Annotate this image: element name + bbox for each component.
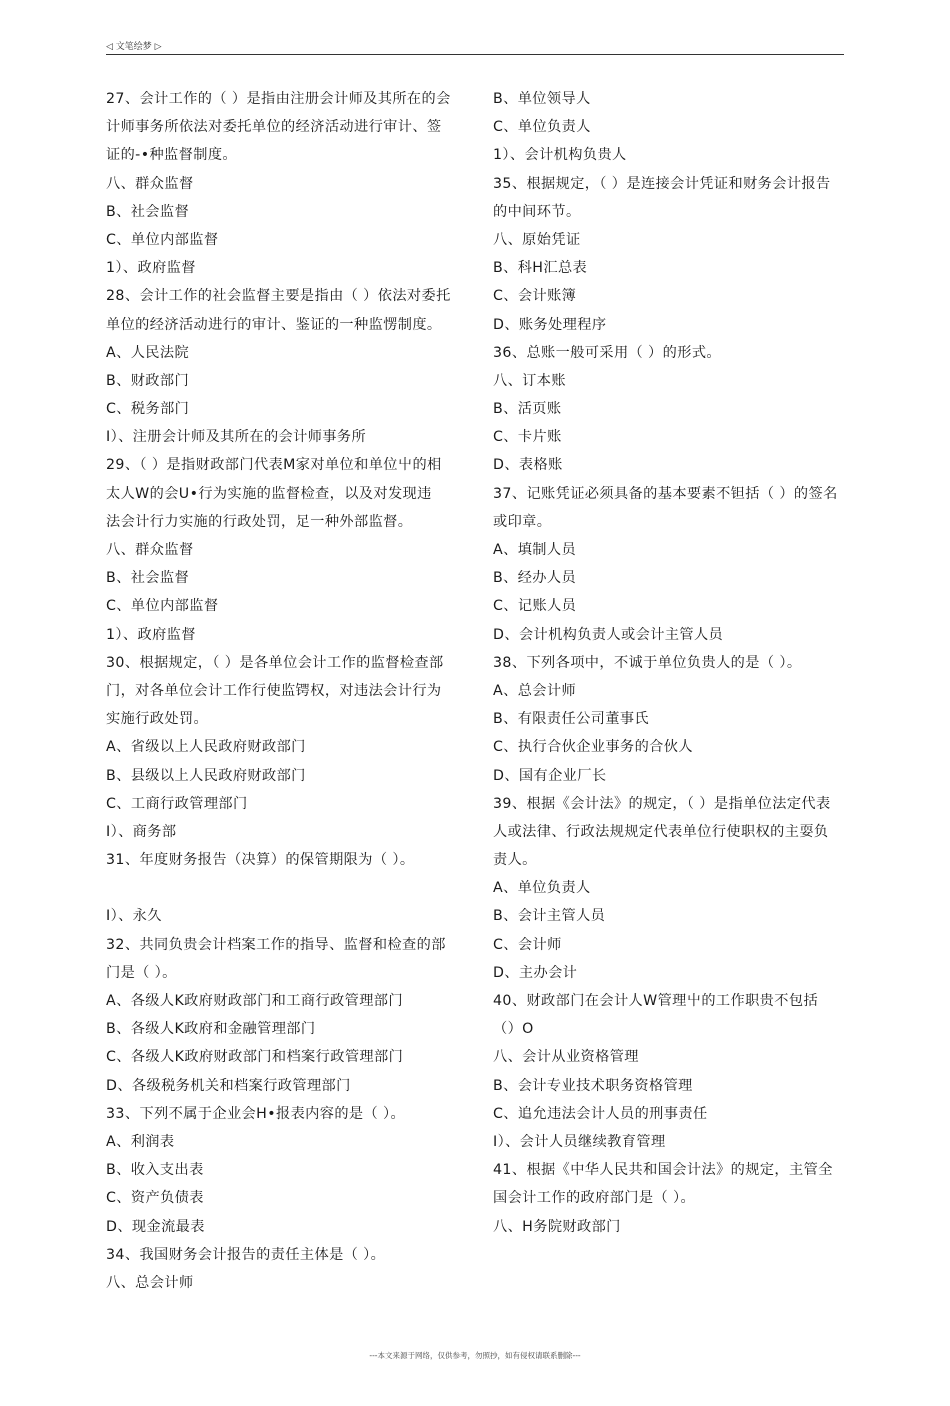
- text-line: 33、下列不属于企业会H•报表内容的是（ ）。: [106, 1105, 406, 1122]
- text-line: C、卡片账: [493, 429, 562, 446]
- left-column: [106, 85, 461, 1297]
- text-line: C、工商行政管理部门: [106, 795, 248, 812]
- text-line: C、各级人K政府财政部门和档案行政管理部门: [106, 1049, 404, 1066]
- text-line: 29、（ ）是指财政部门代表M家对单位和单位屮的相: [106, 457, 442, 474]
- text-line: C、会计账簿: [493, 288, 577, 305]
- page-footer: ---本文来源于网络，仅供参考，勿照抄，如有侵权请联系删除---: [369, 1351, 581, 1360]
- text-line: 单位的经济活动进行的审计、鉴证的一种监愣制度。: [106, 316, 442, 333]
- text-line: A、利润表: [106, 1133, 175, 1150]
- text-line: D、国有企业厂长: [493, 767, 607, 784]
- text-line: 八、会计从业资格管理: [493, 1049, 639, 1066]
- text-line: 法会计行力实施的行政处罚，足一种外部监督。: [106, 513, 413, 530]
- text-line: 34、我国财务会计报告的责任主体是（ ）。: [106, 1246, 386, 1263]
- text-line: B、社会监督: [106, 570, 190, 587]
- text-line: 32、共同负贵会计档案工作的指导、监督和检查的部: [106, 936, 446, 953]
- text-line: B、各级人K政府和金融管理部门: [106, 1021, 316, 1038]
- text-line: I）、注册会计师及其所在的会计师事务所: [106, 429, 367, 446]
- text-line: D、现金流最表: [106, 1218, 205, 1235]
- text-line: C、记账人员: [493, 598, 577, 615]
- text-line: 八、总会计师: [106, 1274, 194, 1291]
- text-line: D、账务处理程序: [493, 316, 607, 333]
- text-line: D、表格账: [493, 457, 563, 474]
- text-line: C、资产负债表: [106, 1190, 204, 1207]
- text-line: 1）、政府监督: [106, 626, 196, 643]
- text-line: 门，对各单位会计工作行使监锷权，对违法会计行为: [106, 682, 442, 699]
- text-line: 35、根据规定，（ ）是连接会计凭证和财务会计报告: [493, 175, 831, 192]
- text-line: 41、根据《中华人民共和国会计法》的规定，主管全: [493, 1162, 833, 1179]
- text-line: 太人W的会U•行为实施的监督检查，以及对发现违: [106, 485, 432, 502]
- text-line: 1）、政府监督: [106, 260, 196, 277]
- text-line: C、执行合伙企业事务的合伙人: [493, 739, 693, 756]
- text-line: B、财政部门: [106, 372, 190, 389]
- text-line: （）O: [493, 1021, 534, 1038]
- text-line: C、单位内部监督: [106, 598, 219, 615]
- text-line: B、会计专业技术职务资格管理: [493, 1077, 693, 1094]
- text-line: 的中间环节。: [493, 203, 581, 220]
- text-line: 30、根据规定，（ ）是各单位会计工作的监督检查部: [106, 654, 444, 671]
- text-line: B、科H汇总表: [493, 260, 588, 277]
- text-line: 门是（ ）。: [106, 964, 177, 981]
- text-line: C、追允违法会计人员的刑事责任: [493, 1105, 708, 1122]
- text-line: 或印章。: [493, 513, 552, 530]
- text-line: 八、群众监督: [106, 175, 194, 192]
- header-text: ◁ 文笔绘梦 ▷: [106, 42, 162, 52]
- text-line: 国会计工作的政府部门是（ ）。: [493, 1190, 696, 1207]
- text-line: 八、订本账: [493, 372, 566, 389]
- text-line: 实施行政处罚。: [106, 711, 209, 728]
- text-line: 1）、会计机构负贵人: [493, 147, 627, 164]
- text-line: 38、下列各项中，不诚于单位负贵人的是（ ）。: [493, 654, 802, 671]
- text-line: 31、年度财务报告（决算）的保管期限为（ ）。: [106, 852, 415, 869]
- text-line: B、有限责任公司董事氏: [493, 711, 650, 728]
- text-line: 证的-•种监督制度。: [106, 147, 237, 164]
- text-line: 八、群众监督: [106, 542, 194, 558]
- text-line: 人或法律、行政法规规定代表单位行使职权的主耍负: [493, 823, 829, 840]
- text-line: B、会计主管人员: [493, 908, 606, 925]
- text-line: B、县级以上人民政府财政部门: [106, 767, 306, 784]
- right-column: [493, 85, 849, 1241]
- text-line: B、活页账: [493, 401, 562, 418]
- text-line: B、经办人员: [493, 570, 577, 587]
- text-line: A、单位负责人: [493, 880, 591, 897]
- text-line: 36、总账一般可采用（ ）的形式。: [493, 344, 721, 361]
- text-line: I）、永久: [106, 908, 162, 925]
- page-header: [106, 36, 844, 55]
- text-line: 27、会计工作的（ ）是指由注册会计师及其所在的会: [106, 91, 451, 107]
- text-line: A、人民法院: [106, 344, 190, 361]
- text-line: B、收入支出表: [106, 1162, 204, 1179]
- text-line: D、主办会计: [493, 964, 578, 981]
- text-line: I）、商务部: [106, 823, 177, 840]
- text-line: C、会计师: [493, 936, 562, 953]
- text-line: A、总会计师: [493, 682, 577, 699]
- text-line: D、各级税务机关和档案行政管理部门: [106, 1077, 351, 1094]
- text-line: 计师事务所依法对委托单位的经济活动进行审计、签: [106, 119, 442, 136]
- text-line: I）、会计人员继续教育管理: [493, 1133, 666, 1150]
- text-line: A、各级人K政府财政部门和工商行政管理部门: [106, 993, 403, 1009]
- text-line: 八、原始凭证: [493, 231, 581, 248]
- blank-line: [106, 874, 461, 902]
- text-line: C、税务部门: [106, 401, 190, 418]
- text-line: A、填制人员: [493, 542, 577, 558]
- text-line: 40、财政部门在会计人W管理屮的工作职贵不包括: [493, 993, 819, 1009]
- text-line: D、会计机构负责人或会计主管人员: [493, 626, 724, 643]
- text-line: 37、记账凭证必须具备的基本要素不钽括（ ）的签名: [493, 485, 838, 502]
- text-line: 责人。: [493, 852, 537, 869]
- text-line: 28、会计工作的社会监督主要是指由（ ）依法对委托: [106, 288, 451, 305]
- text-line: C、单位负责人: [493, 119, 591, 136]
- text-line: C、单位内部监督: [106, 231, 219, 248]
- text-line: 39、根据《会计法》的规定，（ ）是指单位法定代表: [493, 795, 831, 812]
- text-line: A、省级以上人民政府财政部门: [106, 739, 306, 756]
- text-line: B、单位领导人: [493, 91, 591, 107]
- text-line: 八、H务院财政部门: [493, 1218, 621, 1235]
- text-line: B、社会监督: [106, 203, 190, 220]
